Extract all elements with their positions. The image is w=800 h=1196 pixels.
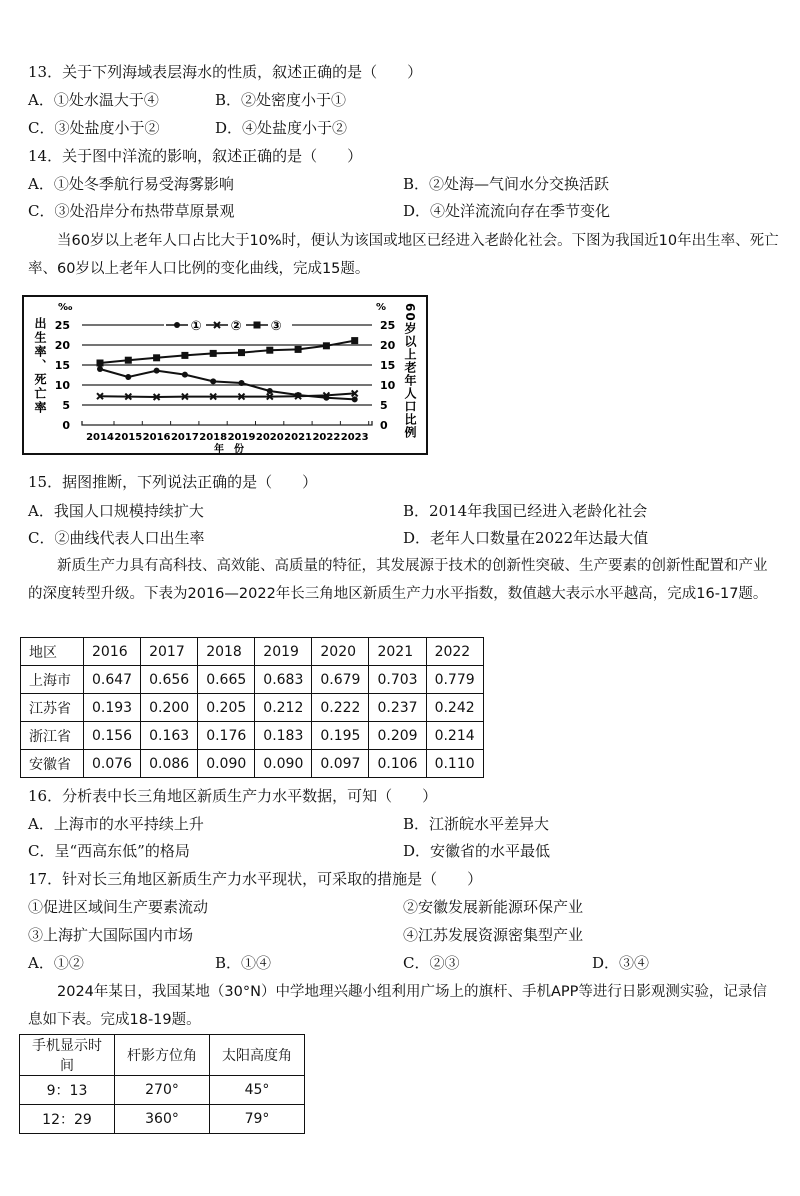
table-cell: 0.200: [141, 694, 198, 722]
table-cell: 0.106: [369, 750, 426, 778]
table-header-row: [21, 638, 484, 666]
circle-marker: [125, 374, 131, 380]
x-tick-label: 2014: [86, 432, 114, 443]
shadow-observation-table: [19, 1034, 305, 1134]
square-marker: [210, 350, 217, 357]
q16-option-d: D．安徽省的水平最低: [403, 842, 551, 860]
y-tick-right: 10: [380, 379, 396, 392]
y-tick-left: 0: [62, 419, 70, 432]
table-row: [21, 750, 484, 778]
table-row: [20, 1076, 305, 1105]
x-tick-label: 2019: [227, 432, 256, 443]
header-cell: 2017: [141, 638, 198, 666]
table-cell: 0.097: [312, 750, 369, 778]
intro-15: 当60岁以上老年人口占比大于10%时，便认为该国或地区已经进入老龄化社会。下图为我国近10年出生率、死亡率、60岁以上老年人口比例的变化曲线，完成15题。: [28, 233, 779, 277]
legend-label: ③: [270, 319, 282, 334]
table-cell: 12：29: [20, 1105, 115, 1134]
y-axis-title-left: 出生率、死亡率: [33, 317, 47, 415]
q14-option-b: B．②处海—气间水分交换活跃: [403, 175, 610, 193]
table-cell: 0.237: [369, 694, 426, 722]
productivity-table: [20, 637, 484, 778]
q16-option-a: A．上海市的水平持续上升: [28, 815, 204, 833]
table-cell: 0.193: [84, 694, 141, 722]
table-row: [21, 666, 484, 694]
circle-marker: [239, 380, 245, 386]
x-tick-label: 2021: [284, 432, 313, 443]
x-tick-label: 2016: [142, 432, 171, 443]
q14-option-a: A．①处冬季航行易受海雾影响: [28, 175, 234, 193]
q14-stem: 14．关于图中洋流的影响，叙述正确的是（ ）: [28, 147, 363, 165]
q13-option-b: B．②处密度小于①: [215, 91, 347, 109]
table-cell: 0.090: [198, 750, 255, 778]
q15-option-c: C．②曲线代表人口出生率: [28, 529, 205, 547]
y-tick-left: 5: [62, 399, 70, 412]
x-tick-label: 2018: [199, 432, 228, 443]
table-cell: 0.703: [369, 666, 426, 694]
table-cell: 江苏省: [21, 694, 84, 722]
y-tick-left: 15: [54, 359, 70, 372]
table-cell: 安徽省: [21, 750, 84, 778]
table-cell: 0.163: [141, 722, 198, 750]
chart-svg: [24, 297, 426, 453]
table-cell: 0.086: [141, 750, 198, 778]
x-tick-label: 2022: [312, 432, 341, 443]
legend-label: ①: [190, 319, 202, 334]
table-row: [20, 1105, 305, 1134]
square-marker: [351, 337, 358, 344]
square-marker: [323, 342, 330, 349]
q13-option-c: C．③处盐度小于②: [28, 119, 160, 137]
header-cell: 2022: [426, 638, 483, 666]
square-marker: [97, 360, 104, 367]
table-cell: 0.665: [198, 666, 255, 694]
y-tick-right: 5: [380, 399, 388, 412]
q15-option-d: D．老年人口数量在2022年达最大值: [403, 529, 649, 547]
header-cell: 手机显示时间: [20, 1035, 115, 1076]
circle-marker: [97, 366, 103, 372]
y-tick-left: 10: [54, 379, 70, 392]
circle-marker: [182, 372, 188, 378]
intro-16: 新质生产力具有高科技、高效能、高质量的特征，其发展源于技术的创新性突破、生产要素的创新性配置和产业的深度转型升级。下表为2016—2022年长三角地区新质生产力水平指数，数值越大表示水平越高，完成16-17题。: [28, 558, 768, 602]
q17-statement-2: ②安徽发展新能源环保产业: [403, 898, 584, 916]
table-cell: 360°: [115, 1105, 210, 1134]
q16-stem: 16．分析表中长三角地区新质生产力水平数据，可知（ ）: [28, 787, 438, 805]
q17-stem: 17．针对长三角地区新质生产力水平现状，可采取的措施是（ ）: [28, 870, 483, 888]
header-cell: 杆影方位角: [115, 1035, 210, 1076]
table-cell: 0.110: [426, 750, 483, 778]
table-cell: 0.656: [141, 666, 198, 694]
q16-option-b: B．江浙皖水平差异大: [403, 815, 550, 833]
table-cell: 0.205: [198, 694, 255, 722]
y-tick-right: 25: [380, 319, 396, 332]
table-cell: 79°: [210, 1105, 305, 1134]
x-tick-label: 2020: [255, 432, 284, 443]
table-cell: 270°: [115, 1076, 210, 1105]
table-cell: 上海市: [21, 666, 84, 694]
header-cell: 2018: [198, 638, 255, 666]
y-tick-right: 20: [380, 339, 396, 352]
q16-option-c: C．呈“西高东低”的格局: [28, 842, 190, 860]
y-tick-left: 20: [54, 339, 70, 352]
q17-option-c: C．②③: [403, 954, 460, 972]
header-cell: 2020: [312, 638, 369, 666]
series-line-②: [100, 393, 355, 397]
header-cell: 地区: [21, 638, 84, 666]
q17-option-b: B．①④: [215, 954, 272, 972]
q13-stem: 13．关于下列海域表层海水的性质，叙述正确的是（ ）: [28, 63, 423, 81]
table-cell: 9：13: [20, 1076, 115, 1105]
q14-option-c: C．③处沿岸分布热带草原景观: [28, 202, 235, 220]
q15-option-b: B．2014年我国已经进入老龄化社会: [403, 502, 648, 520]
square-marker: [238, 349, 245, 356]
square-marker: [153, 354, 160, 361]
table-cell: 0.156: [84, 722, 141, 750]
table-cell: 0.195: [312, 722, 369, 750]
table-cell: 0.212: [255, 694, 312, 722]
y-tick-left: 25: [54, 319, 70, 332]
table-cell: 0.647: [84, 666, 141, 694]
square-marker: [181, 352, 188, 359]
table-cell: 45°: [210, 1076, 305, 1105]
table-cell: 0.214: [426, 722, 483, 750]
table-cell: 0.779: [426, 666, 483, 694]
square-marker: [125, 357, 132, 364]
header-cell: 太阳高度角: [210, 1035, 305, 1076]
square-marker: [295, 346, 302, 353]
table-cell: 浙江省: [21, 722, 84, 750]
y-tick-right: 0: [380, 419, 388, 432]
intro-18: 2024年某日，我国某地（30°N）中学地理兴趣小组利用广场上的旗杆、手机APP等进行日影观测实验，记录信息如下表。完成18-19题。: [28, 984, 767, 1028]
q13-option-a: A．①处水温大于④: [28, 91, 159, 109]
q15-option-a: A．我国人口规模持续扩大: [28, 502, 204, 520]
table-cell: 0.176: [198, 722, 255, 750]
table-cell: 0.209: [369, 722, 426, 750]
table-row: [21, 722, 484, 750]
table-cell: 0.242: [426, 694, 483, 722]
series-line-③: [100, 341, 355, 363]
table-cell: 0.683: [255, 666, 312, 694]
x-tick-label: 2017: [170, 432, 199, 443]
table-cell: 0.076: [84, 750, 141, 778]
table-row: [21, 694, 484, 722]
q17-option-a: A．①②: [28, 954, 84, 972]
q13-option-d: D．④处盐度小于②: [215, 119, 348, 137]
circle-marker: [174, 322, 180, 328]
legend-label: ②: [230, 319, 242, 334]
table-cell: 0.090: [255, 750, 312, 778]
header-cell: 2019: [255, 638, 312, 666]
circle-marker: [352, 396, 358, 402]
q15-stem: 15．据图推断，下列说法正确的是（ ）: [28, 473, 318, 491]
q17-statement-3: ③上海扩大国际国内市场: [28, 926, 194, 944]
y-tick-right: 15: [380, 359, 396, 372]
table-cell: 0.679: [312, 666, 369, 694]
circle-marker: [154, 368, 160, 374]
table-cell: 0.183: [255, 722, 312, 750]
square-marker: [266, 347, 273, 354]
unit-right: %: [376, 302, 387, 313]
q17-statement-4: ④江苏发展资源密集型产业: [403, 926, 584, 944]
q14-option-d: D．④处洋流流向存在季节变化: [403, 202, 611, 220]
unit-left: ‰: [58, 302, 73, 313]
q17-option-d: D．③④: [592, 954, 650, 972]
table-cell: 0.222: [312, 694, 369, 722]
header-cell: 2021: [369, 638, 426, 666]
square-marker: [254, 322, 261, 329]
x-axis-title: 年 份: [214, 444, 244, 453]
q17-statement-1: ①促进区域间生产要素流动: [28, 898, 209, 916]
y-axis-title-right: 60岁以上老年人口比例: [403, 303, 417, 439]
x-tick-label: 2015: [114, 432, 143, 443]
x-tick-label: 2023: [340, 432, 369, 443]
circle-marker: [210, 378, 216, 384]
population-chart: [22, 295, 428, 455]
header-cell: 2016: [84, 638, 141, 666]
table-header-row: [20, 1035, 305, 1076]
